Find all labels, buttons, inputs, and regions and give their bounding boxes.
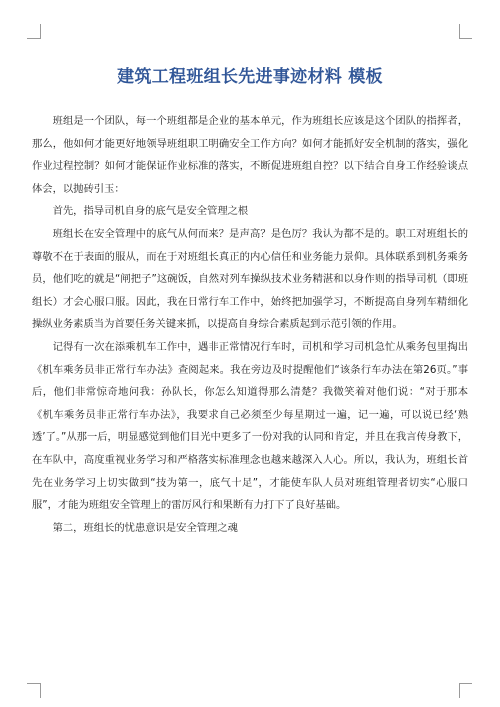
intro-paragraph: 班组是一个团队，每一个班组都是企业的基本单元，作为班组长应该是这个团队的指挥者，那么，他如何才能更好地领导班组职工明确安全工作方向？如何才能抓好安全机制的落实，强化作业过程控制？如何才能保证作业标准的落实，不断促进班组自控？以下结合自身工作经验谈点体会，以抛砖引玉： xyxy=(32,115,468,195)
crop-mark-bottom-left-v xyxy=(40,683,41,698)
section-heading-first: 首先，指导司机自身的底气是安全管理之根 xyxy=(52,205,249,218)
crop-mark-top-left-h xyxy=(27,38,40,39)
crop-mark-bottom-left-h xyxy=(27,683,40,684)
crop-mark-bottom-right-h xyxy=(459,683,472,684)
document-body xyxy=(32,110,468,539)
crop-mark-top-left-v xyxy=(40,24,41,39)
crop-mark-bottom-right-v xyxy=(459,683,460,698)
crop-mark-top-right-v xyxy=(459,24,460,39)
paragraph-confidence: 班组长在安全管理中的底气从何而来？是声高？是色厉？我认为都不是的。职工对班组长的尊敬不在于表面的服从，而在于对班组长真正的内心信任和业务能力景仰。具体联系到机务乘务员，他们吃的就是“闸把子”这碗饭，自然对列车操纵技术业务精湛和以身作则的指导司机（即班组长）才会心服口服。因此，我在日常行车工作中，始终把加强学习，不断提高自身列车精细化操纵业务素质当为首要任务关键来抓，以提高自身综合素质起到示范引领的作用。 xyxy=(32,227,468,331)
paragraph-anecdote: 记得有一次在添乘机车工作中，遇非正常情况行车时，司机和学习司机急忙从乘务包里掏出《机车乘务员非正常行车办法》查阅起来。我在旁边及时提醒他们“该条行车办法在第26页。”事后，他们非常惊奇地问我：孙队长，你怎么知道得那么清楚？我微笑着对他们说：“对于那本《机车乘务员非正常行车办法》，我要求自己必须至少每星期过一遍，记一遍，可以说已经‘熟透’了。”从那一后，明显感觉到他们目光中更多了一份对我的认同和肯定，并且在我言传身教下，在车队中，高度重视业务学习和严格落实标准理念也越来越深入人心。所以，我认为，班组长首先在业务学习上切实做到“技为第一，底气十足”，才能使车队人员对班组管理者切实“心服口服”，才能为班组安全管理上的雷厉风行和果断有力打下了良好基础。 xyxy=(32,340,468,512)
crop-mark-top-right-h xyxy=(459,38,472,39)
document-title: 建筑工程班组长先进事迹材料 模板 xyxy=(117,67,383,87)
section-heading-second: 第二，班组长的忧患意识是安全管理之魂 xyxy=(52,521,238,534)
